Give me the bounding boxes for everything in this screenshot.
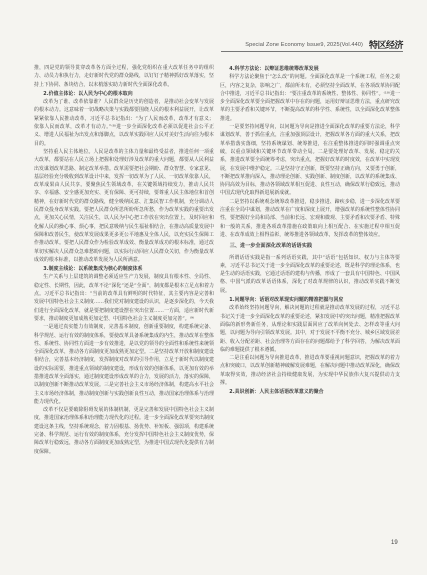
- journal-info: Special Zone Economy Issue9, 2025(Vol.440): [245, 41, 363, 48]
- journal-logo: 特区经济: [368, 41, 403, 51]
- section-heading: 2.具识创新：人民主体话语改革意义的聚合: [229, 389, 324, 396]
- paragraph: 二是坚持以系统观念统筹改革推进，稳步推进、蹄疾步稳，进一步深化改革要注重在全局中谋划，推动改革在广度和深度上展开，增强改革的系统性整体性协同性，要把握好全局和局部、当前和长远、宏观和微观、主要矛盾和次要矛盾、特殊和一般的关系，推进各项改革措施在政策取向上相互配合、在实施过程中相互促进、在改革成效上相得益彰，统筹推进各领域改革，发挥改革的整体效应。: [220, 198, 400, 238]
- paragraph: 一是通过真实能力有效制度，完善基本制度，创新重要制度，构建系统完备、科学规范、运行有效的制度体系，要使改革具备系统集成的内生，推动改革在整体性、系统性、协同性方面进一步有效推进，是以党的领导的全面性和系统性来统领全面深化改革，推动各方面制度更加成熟更加定型。二是坚持改革开放和制度建设相结合，完善基本经济制度，发挥制度对改革的引导作用，立足于新时代以制度建设的实际需要，推进重点领域的制度建设，形成有效的创新体系，以更加有效的举措推进改革全面落实，通过制度建设形成改革的合力，发展的活力，落实的保障，以制度创新不断推动改革发展。三是完善社会主义市场经济体制，构建高水平社会主义市场经济体制，推动制度创新与实践创新良性互动，推动国家治理体系与治理能力现代化。: [34, 324, 214, 405]
- section-heading: 4.科学方法论：以辩证思维统筹改革发展: [229, 66, 319, 72]
- page-header: [245, 38, 403, 51]
- page-number: 19: [391, 540, 398, 546]
- paragraph: 一是要坚持问题导向，以问题为导向是推进全面深化改革的重要方法论，科学谋划改革，善于抓住重点，注重加强顶层设计，把握改革各方面的重大关系，把改革举措落实落细，坚持系统谋划、统筹推进，在注重整体推进的同时强调重点突破，以重点领域和关键环节改革带动全局。二是要处理好改革、发展、稳定的关系，推进改革要全面统筹考虑，突出重点，把握好改革的时度效，在改革中实现发展，在发展中维护稳定。三是坚持守正创新，既要坚持正确方向，又要勇于创新，不断把改革推向深入，推动理论创新、实践创新、制度创新，以改革的系统集成、协同高效为目标，推动各领域改革相互促进、良性互动，确保改革行稳致远，推动中国式现代化取得新进展新成就。: [220, 124, 400, 197]
- paragraph: 二是注重以问题为导向推进改革，推进改革要重视问题意识，把握改革的着力点和突破口，以改革创新精神破解发展难题，在解决问题中推动改革深化，确保改革取得实效，推动经济社会持续健康发展，为实现中华民族伟大复兴提供动力支撑。: [220, 355, 400, 386]
- chapter-heading: 三、进一步全面深化改革的话语实践: [229, 243, 312, 250]
- section-heading: 2.价值主体论：以人民为中心的根本取向: [43, 90, 133, 97]
- paragraph: 所谓话语实践是指一系列话语实践，其中“话语”包括知识、权力与主体等要素，习近平总书记关于进一步全面深化改革的重要论述，既是科学的理论体系，也是生动的话语实践，它通过话语的建构与传播，形成了一套具有中国特色、中国风格、中国气派的改革话语体系，深化了对改革规律的认识，推动改革实践不断发展。: [220, 254, 400, 294]
- right-column: [220, 64, 400, 397]
- paragraph: 生产关系与上层建筑的调整必须适应生产力发展，制度具有根本性、全局性、稳定性、长期性，因此，改革不论“深化”还是“全面”，制度都是根本立足点和着力点。习近平总书记指出：“当前的改革具有鲜明的时代特征，其主要内容是完善和发展中国特色社会主义制度……我们党对制度建设的认识，是逐步深化的，今天我们进行全面深化改革，就是要把制度建设摆在突出位置……一方面，适应新时代新要求，推动制度更加成熟更加定型、中国特色社会主义制度更加完善”。⁽⁹⁾: [34, 274, 214, 322]
- section-heading: 1.问题导向：话语对改革现实问题的精准把握与回应: [229, 297, 344, 304]
- paragraph: 改革为了谁、改革依靠谁？人民群众是历史的创造者，是推动社会变革与发展的根本动力。这意味着一切战略决策与实践都要围绕人民的根本利益展开，让改革紧紧依靠人民推动改革，习近平总书记指出：“为了人民而改革，改革才有意义；依靠人民而改革，改革才有动力。”⁽⁸⁾进一步全面深化改革必须以促进社会公平正义、增进人民福祉为出发点和落脚点，以改革实践回应人民对美好生活向往为根本目的。: [34, 99, 214, 147]
- paragraph: 推，四是党的领导贯穿改革各方面全过程，强化党组织在重大改革任务中的组织力、动员力和执行力，走好新时代党的群众路线，以钉钉子精神抓好改革落实，坚持上下协同、条块结合，以末梢落实助力新时代全面深化改革。: [34, 65, 214, 88]
- section-heading: 3.制度主线论：以系统集成为核心的制度体系: [43, 266, 143, 273]
- left-column: [34, 64, 214, 456]
- paragraph: 改革不仅是要破除阻碍发展的体制机制，更是完善和发展中国特色社会主义制度，推进国家治理体系和治理能力现代化的过程。进一步全面深化改革要突出制度建设这条主线，坚持系统观念，着力固根基、扬优势、补短板、强弱项，构建系统完备、科学规范、运行有效的制度体系，充分发挥中国特色社会主义制度优势，保障改革行稳致远，推动各方面制度更加成熟定型，为推进中国式现代化提供有力制度保障。: [34, 407, 214, 455]
- paragraph: 科学方法论聚焦于“怎么改”的问题。全面深化改革是一个系统工程，任务之艰巨，内容之复杂，影响之广，都前所未有，必须坚持全面改革，在各项改革协同配合中推进，习近平总书记指出：“要注重改革的系统性、整体性、协同性”。⁽¹⁰⁾进一步全面深化改革要全面把握改革中存在的问题，运用好辩证思维方法，重点研究改革的主要矛盾和关键环节，不断提高改革的科学性、系统性，以全面深化改革整体推进。: [220, 74, 400, 122]
- paragraph: 改革始终坚持问题导向，解决问题的过程就是推动改革发展的过程，习近平总书记关于进一步全面深化改革的重要论述，紧扣发展中的突出问题，精准把握改革面临的新形势新任务，从理论和实践层面回应了改革向何处去、怎样改等重大问题，以问题为导向引领改革发展。其中，对于发展不平衡不充分、城乡区域发展差距、收入分配差距、社会治理等方面存在的问题都给予了科学回答，为解决改革面临的难题提供了根本遵循。: [220, 305, 400, 353]
- paragraph: 坚持重人民主体地位。人民是改革的主体力量和最终受益者，推进任何一项重大改革，都要站在人民立场上把握和处理好涉及改革的重大问题，都要从人民利益出发谋划改革思路、制定改革举措。改革需要把社会期盼、群众智慧、专家意见、基层经验充分吸收到改革设计中来，发挥一切改革为了人民、一切改革依靠人民，改革成果由人民共享。要聚焦民生领域改革，在关键领域持续发力，推动人民共享、幸福感、安全感更加充实、更有保障、更可持续，要尊重人民主体地位和首创精神，在好新时代党的群众路线，健全吸纳民意、汇集民智工作机制，充分调动人民群众投身改革实践。要把人民群众所思所盼所急所愁，作为改革实践的重要出发点，更加关心民情，关注民生，以人民为中心把工作放在突出位置上，及时回应和化解人民的操心事、烦心事，把民意吸纳与民生福祉相结合，在推动高质量发展中保障和改善民生，使改革发展成果更多更公平地惠及全体人民，以充实民生保障工作推动改革。要把人民群众作为检验改革成效、衡量改革成功的根本标准，通过改革切实解决人民群众急难愁盼问题，以实际行动回应人民群众关切，作为衡量改革成效的根本标准，以推动改革发展为人民所满意。: [34, 148, 214, 263]
- header-rule: [221, 51, 403, 52]
